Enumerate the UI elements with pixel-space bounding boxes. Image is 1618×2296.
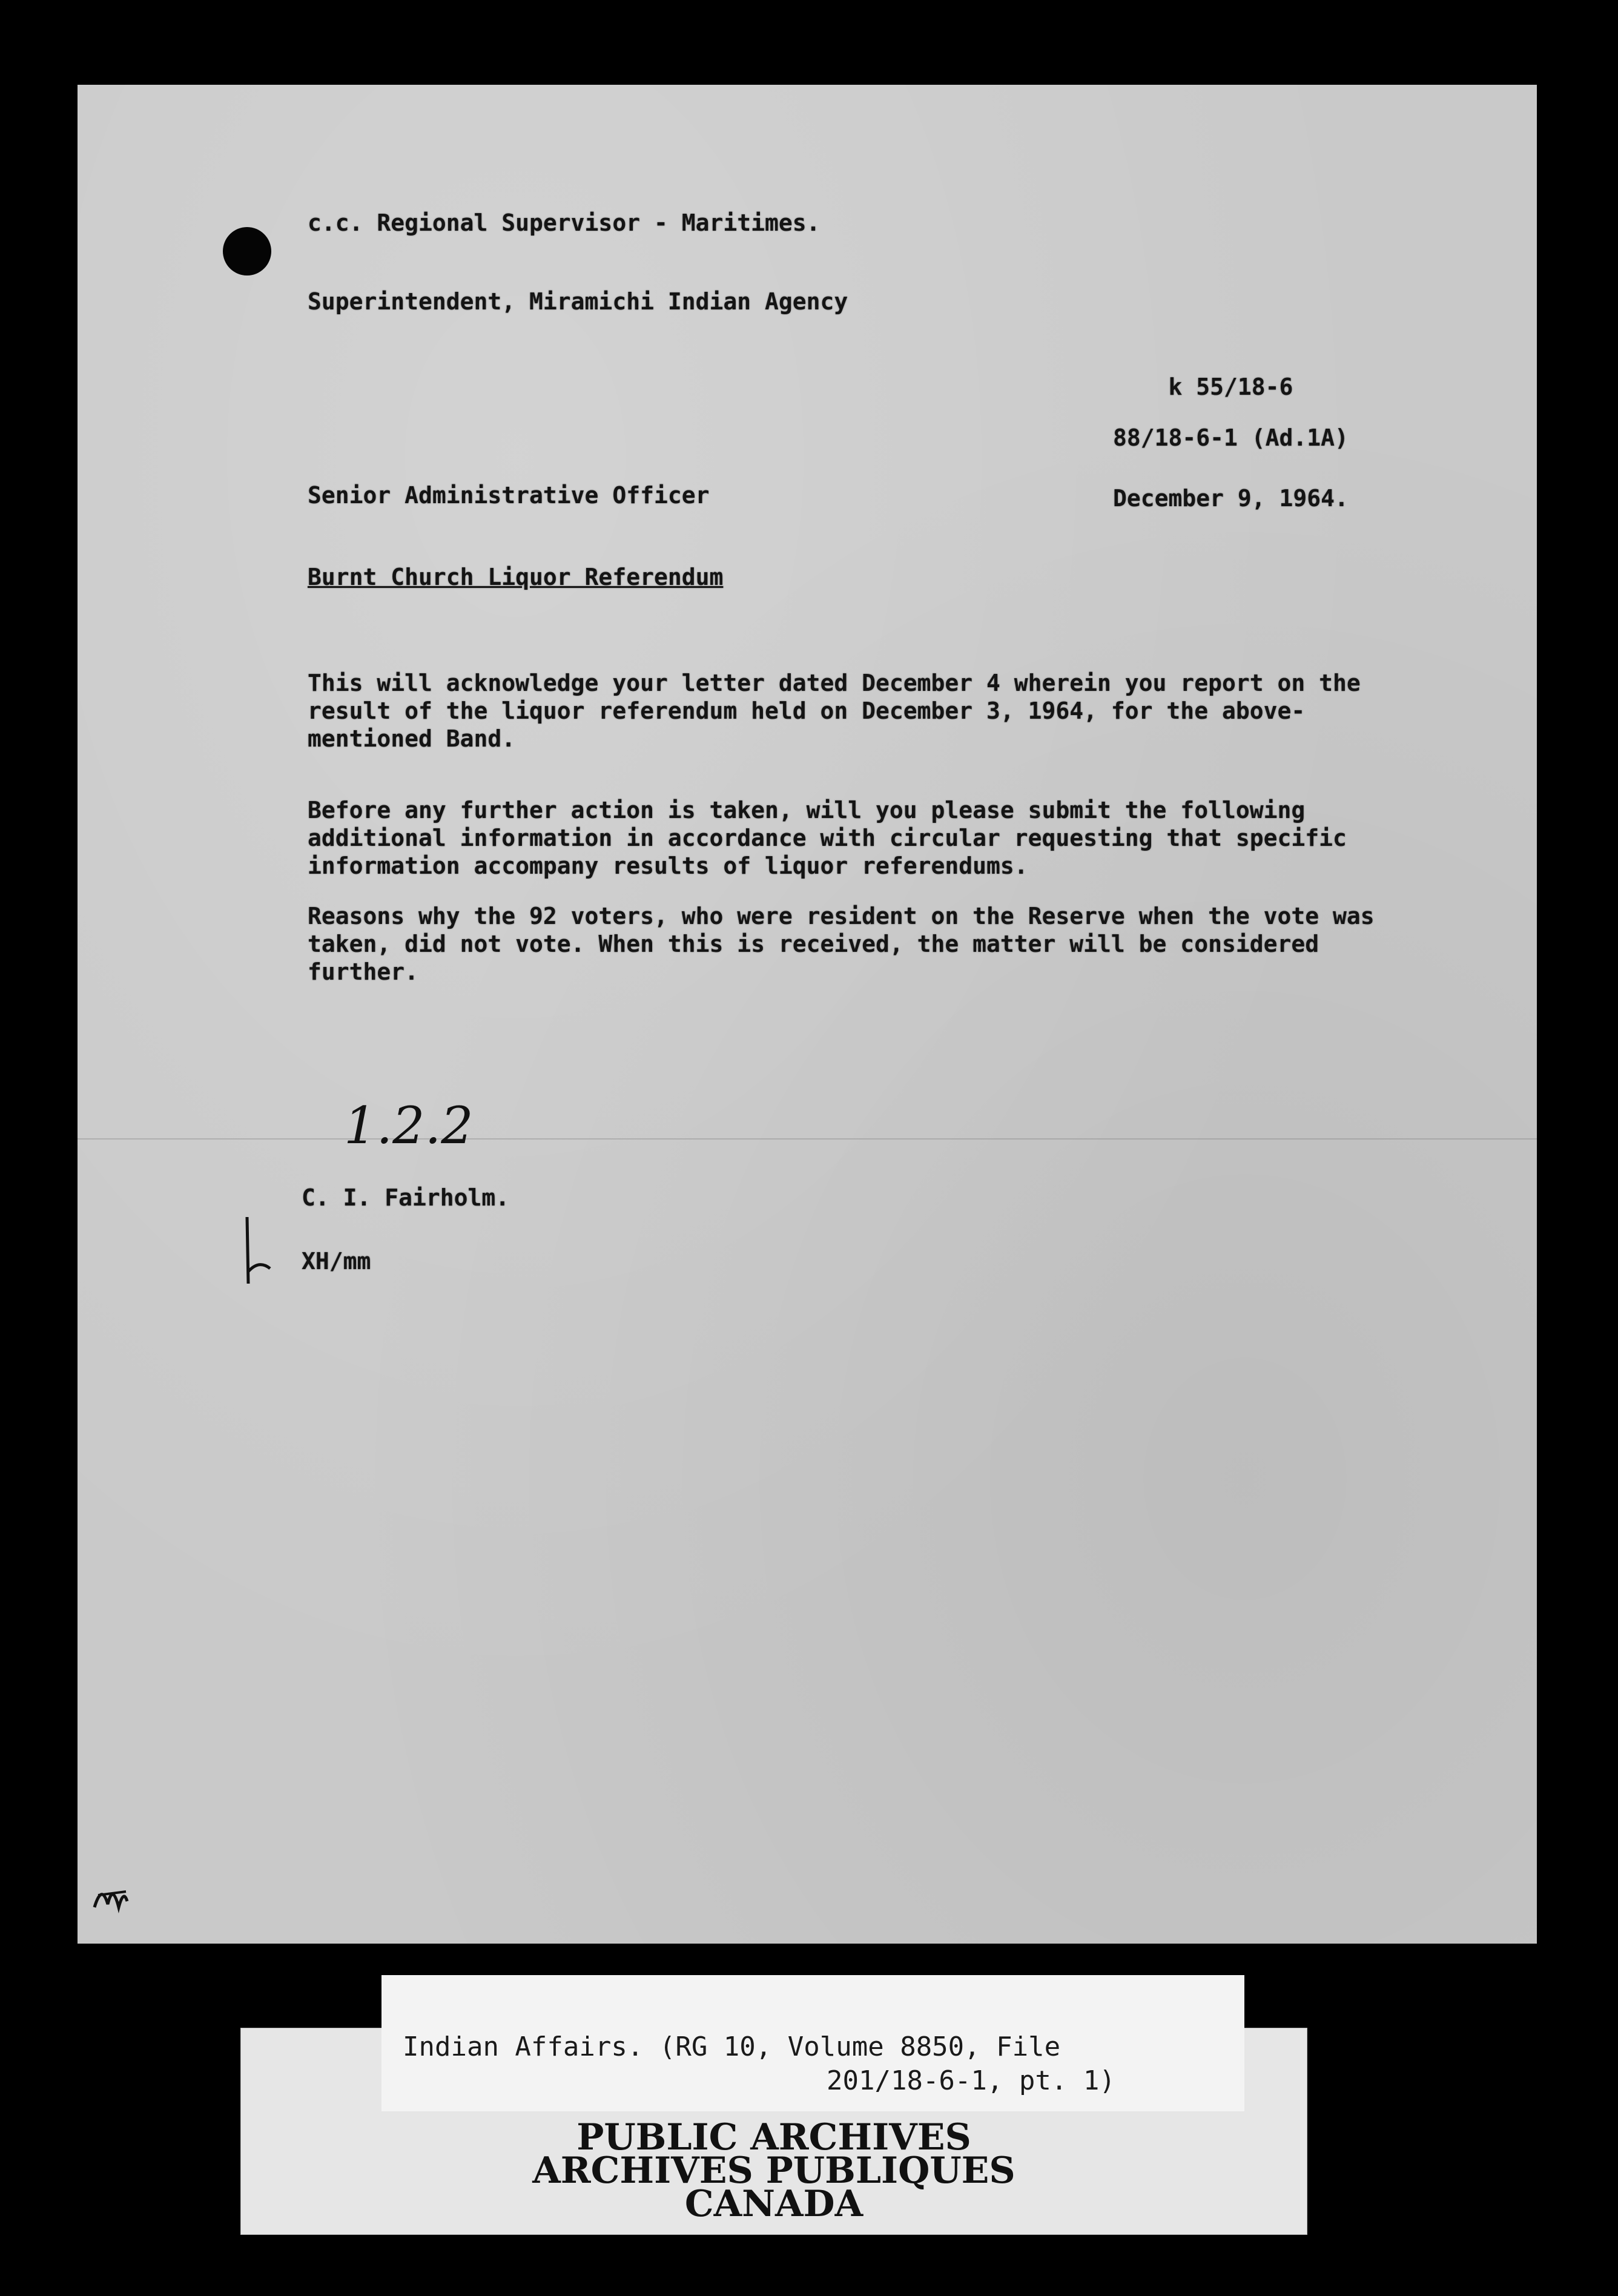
body-paragraph-3: Reasons why the 92 voters, who were resident on the Reserve when the vote was taken, did not vote. When this is received, the matter will be considered further. — [308, 903, 1375, 985]
archive-stamp-line-3: CANADA — [684, 2183, 863, 2225]
file-reference-1: k 55/18-6 — [1168, 374, 1293, 400]
archive-reference-line-2: 201/18-6-1, pt. 1) — [827, 2065, 1115, 2096]
addressee: Superintendent, Miramichi Indian Agency — [308, 288, 848, 315]
body-paragraph-1: This will acknowledge your letter dated December 4 wherein you report on the result of the liquor referendum held on December 3, 1964, for the above-mentioned Band. — [308, 670, 1361, 752]
signature-block: C. I. Fairholm. — [302, 1184, 510, 1211]
body-paragraph-2: Before any further action is taken, will you please submit the following additional information in accordance with circular requesting that specific information accompany results of liquor referendums. — [308, 797, 1347, 879]
subject-line: Burnt Church Liquor Referendum — [308, 564, 724, 590]
margin-check-mark — [235, 1211, 277, 1296]
cc-line: c.c. Regional Supervisor - Maritimes. — [308, 209, 821, 236]
archive-stamp-line-2: ARCHIVES PUBLIQUES — [532, 2149, 1015, 2192]
file-ref-check-mark: k — [1168, 374, 1197, 400]
file-reference-2: 88/18-6-1 (Ad.1A) — [1113, 424, 1349, 451]
archive-reference-line-1: Indian Affairs. (RG 10, Volume 8850, File — [403, 2031, 1061, 2062]
typist-reference: XH/mm — [302, 1248, 371, 1275]
corner-scribble-mark — [90, 1871, 132, 1919]
handwritten-initials: 1.2.2 — [344, 1096, 474, 1155]
archive-reference-label — [381, 1975, 1244, 2111]
sender: Senior Administrative Officer — [308, 482, 710, 509]
fold-line — [78, 1138, 1537, 1140]
letter-page — [78, 85, 1537, 1944]
archive-stamp-line-1: PUBLIC ARCHIVES — [576, 2116, 971, 2159]
letter-date: December 9, 1964. — [1113, 485, 1349, 512]
punch-hole — [223, 227, 271, 275]
